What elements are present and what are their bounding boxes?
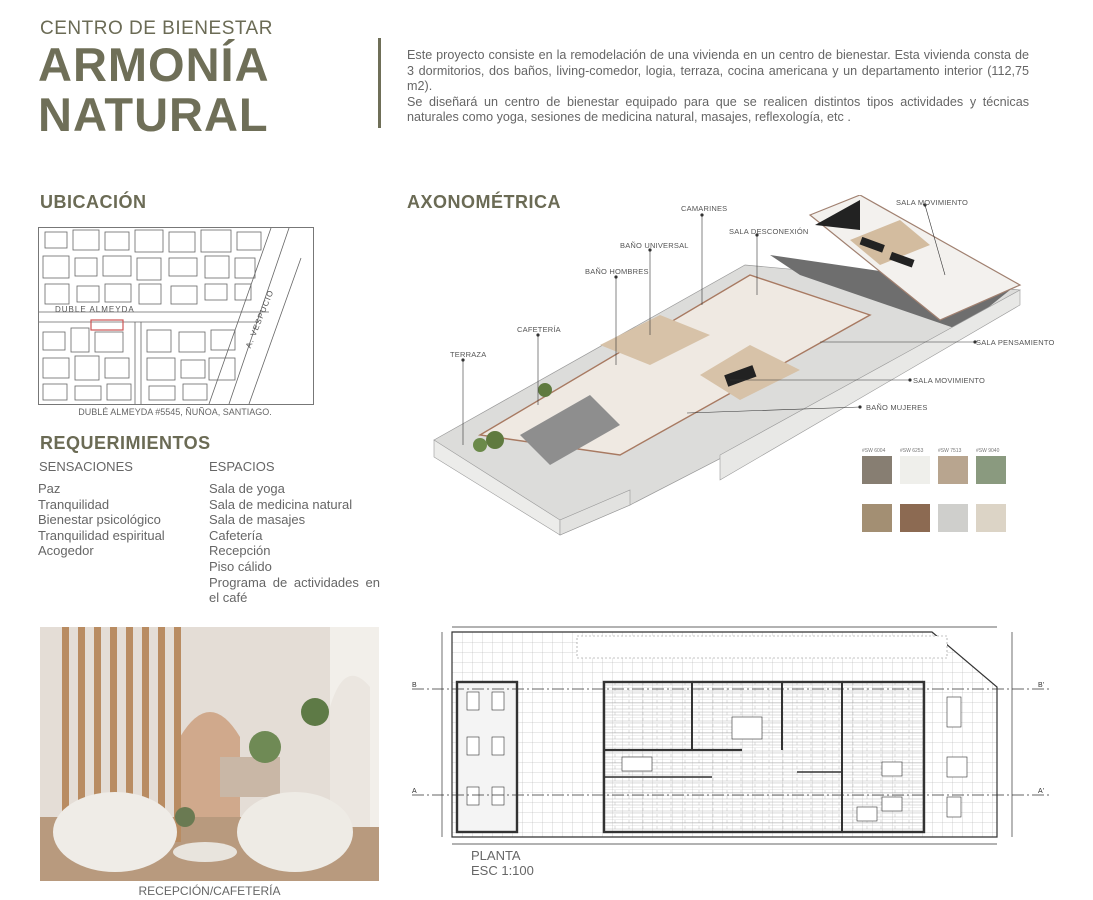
list-item: Bienestar psicológico <box>38 512 161 528</box>
plan-name: PLANTA <box>471 848 521 863</box>
list-item: Recepción <box>209 543 271 559</box>
paint-swatch <box>938 456 968 484</box>
label-sala-movimiento: SALA MOVIMIENTO <box>896 198 969 207</box>
list-item: Tranquilidad <box>38 496 110 512</box>
paint-swatch <box>862 456 892 484</box>
section-marker-a2: A' <box>1038 788 1045 795</box>
list-item: Paz <box>38 481 61 496</box>
label-sala-movimiento: SALA MOVIMIENTO <box>913 376 986 385</box>
street-label: DUBLE ALMEYDA <box>55 305 135 314</box>
title-line-1: ARMONÍA <box>38 38 270 91</box>
section-marker-b2: B' <box>1038 682 1045 689</box>
street-label: A. VESPUCIO <box>244 288 276 350</box>
espacios-list <box>209 481 380 606</box>
label-sala-pensamiento: SALA PENSAMIENTO <box>976 338 1055 347</box>
swatch-code: #SW 6004 <box>862 448 886 454</box>
label-bano-mujeres: BAÑO MUJERES <box>866 403 928 412</box>
swatch-code: #SW 6253 <box>900 448 924 454</box>
sensaciones-heading: SENSACIONES <box>39 459 133 474</box>
list-item: Acogedor <box>38 543 94 559</box>
section-marker-b: B <box>412 682 417 689</box>
location-map <box>38 227 314 405</box>
list-item: Sala de masajes <box>209 512 306 528</box>
subtitle: CENTRO DE BIENESTAR <box>40 18 273 39</box>
label-cafeteria: CAFETERÍA <box>517 325 561 334</box>
material-swatch <box>976 504 1006 532</box>
floor-plan <box>412 622 1052 852</box>
description-paragraph: Este proyecto consiste en la remodelación de una vivienda en un centro de bienestar. Esta vivienda consta de 3 dormitorios, dos baños, living-comedor, logia, terraza, cocina americana y un departamento interior (112,75 m2). <box>407 48 1029 94</box>
paint-swatch <box>900 456 930 484</box>
plan-title <box>471 848 534 878</box>
material-swatch <box>938 504 968 532</box>
label-sala-desconexion: SALA DESCONEXIÓN <box>729 227 809 236</box>
map-caption: DUBLÉ ALMEYDA #5545, ÑUÑOA, SANTIAGO. <box>78 407 272 417</box>
axonometrica-heading: AXONOMÉTRICA <box>407 192 561 212</box>
ubicacion-heading: UBICACIÓN <box>40 192 147 212</box>
swatch-code: #SW 7513 <box>938 448 962 454</box>
list-item: Piso cálido <box>209 558 272 574</box>
divider <box>378 38 381 128</box>
page-title <box>38 40 270 140</box>
requerimientos-heading: REQUERIMIENTOS <box>40 433 211 453</box>
section-marker-a: A <box>412 788 417 795</box>
swatch-code: #SW 9040 <box>976 448 1000 454</box>
list-item: Cafetería <box>209 527 263 543</box>
label-bano-hombres: BAÑO HOMBRES <box>585 267 649 276</box>
title-line-2: NATURAL <box>38 88 269 141</box>
list-item: Sala de medicina natural <box>209 496 353 512</box>
plan-scale: ESC 1:100 <box>471 863 534 878</box>
sensaciones-list <box>38 481 165 559</box>
list-item: Sala de yoga <box>209 481 285 496</box>
material-swatch <box>862 504 892 532</box>
label-camarines: CAMARINES <box>681 204 728 213</box>
espacios-heading: ESPACIOS <box>209 459 275 474</box>
list-item: Tranquilidad espiritual <box>38 527 165 543</box>
description-paragraph: Se diseñará un centro de bienestar equipado para que se realicen distintos tipos actividades y técnicas naturales como yoga, sesiones de medicina natural, masajes, reflexología, etc . <box>407 94 1029 125</box>
reception-render <box>40 627 379 881</box>
list-item: Programa de actividades en el café <box>209 574 380 606</box>
paint-swatch <box>976 456 1006 484</box>
color-palette <box>862 448 1012 538</box>
material-swatch <box>900 504 930 532</box>
project-description <box>407 48 1029 126</box>
label-bano-universal: BAÑO UNIVERSAL <box>620 241 689 250</box>
photo-caption: RECEPCIÓN/CAFETERÍA <box>138 884 281 898</box>
label-terraza: TERRAZA <box>450 350 487 359</box>
